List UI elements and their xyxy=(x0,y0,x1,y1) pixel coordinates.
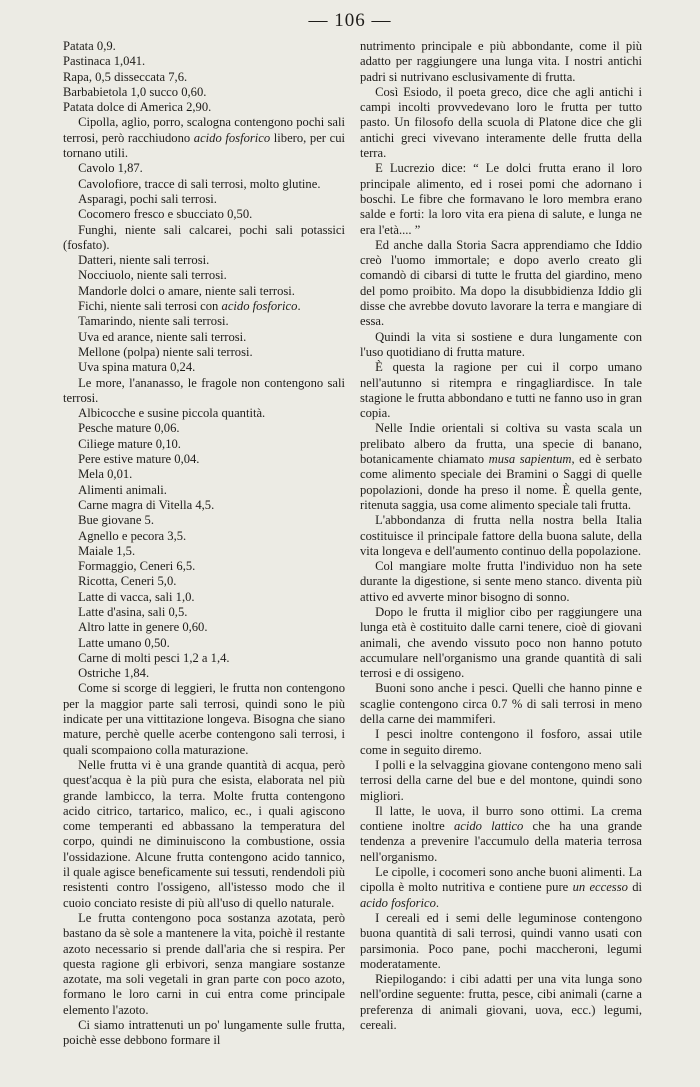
paragraph: Nelle Indie orientali si coltiva su vasta scala un prelibato albero da frutta, una specie di banano, botanicamente chiamato musa sapientum, ed è serbato come alimento speciale dei Bramini o Saggi di quelle popolazioni, donde ha preso il nome. È quella gente, ritenuta saggia, usa come alimento speciale tali frutta. xyxy=(360,421,642,512)
paragraph: Ci siamo intrattenuti un po' lungamente sulle frutta, poichè esse debbono formare il xyxy=(63,1018,345,1048)
paragraph: Tamarindo, niente sali terrosi. xyxy=(78,314,229,329)
paragraph: Agnello e pecora 3,5. xyxy=(78,528,187,543)
paragraph: E Lucrezio dice: “ Le dolci frutta erano il loro principale alimento, ed i rosei pomi che adornano i boschi. Le fibre che formavano le loro membra erano salde e forti: la loro vita era piena di salute, e lunga ne era l'età.... ” xyxy=(360,161,642,237)
paragraph: Nocciuolo, niente sali terrosi. xyxy=(78,268,227,283)
paragraph: Albicocche e susine piccola quantità. xyxy=(78,406,266,421)
paragraph: Barbabietola 1,0 succo 0,60. xyxy=(63,84,207,99)
paragraph: Il latte, le uova, il burro sono ottimi. La crema contiene inoltre acido lattico che ha una grande tendenza a prevenire l'accumulo della materia terrosa nell'organismo. xyxy=(360,803,642,864)
paragraph: Riepilogando: i cibi adatti per una vita lunga sono nell'ordine seguente: frutta, pesce, cibi animali (carne a preferenza di animali giovani, uova, ecc.) legumi, cereali. xyxy=(360,972,642,1032)
paragraph: Datteri, niente sali terrosi. xyxy=(78,253,210,268)
paragraph: Ciliege mature 0,10. xyxy=(78,436,181,451)
paragraph: Carne di molti pesci 1,2 a 1,4. xyxy=(78,650,230,665)
paragraph: Carne magra di Vitella 4,5. xyxy=(78,497,215,512)
section-heading: Alimenti animali. xyxy=(78,482,167,497)
paragraph: Quindi la vita si sostiene e dura lungamente con l'uso quotidiano di frutta mature. xyxy=(360,329,642,359)
paragraph: Le more, l'ananasso, le fragole non contengono sali terrosi. xyxy=(63,375,345,405)
paragraph: Rapa, 0,5 disseccata 7,6. xyxy=(63,69,188,84)
paragraph: Ricotta, Ceneri 5,0. xyxy=(78,574,177,589)
paragraph: Ostriche 1,84. xyxy=(78,666,150,681)
paragraph: I cereali ed i semi delle leguminose contengono buona quantità di sali terrosi, quindi vanno usati con parsimonia. Poco pane, pochi maccheroni, legumi moderatamente. xyxy=(360,910,642,971)
paragraph: Patata 0,9. xyxy=(63,39,116,53)
paragraph: Latte umano 0,50. xyxy=(78,635,170,650)
paragraph: Cocomero fresco e sbucciato 0,50. xyxy=(78,207,253,222)
paragraph: I pesci inoltre contengono il fosforo, assai utile come in seguito diremo. xyxy=(360,727,642,757)
paragraph: Patata dolce di America 2,90. xyxy=(63,100,212,115)
left-column xyxy=(63,39,345,1049)
paragraph: Asparagi, pochi sali terrosi. xyxy=(78,191,217,206)
paragraph: nutrimento principale e più abbondante, come il più adatto per raggiungere una lunga vita. I nostri antichi padri si nutrivano esclusivamente di frutta. xyxy=(360,39,642,84)
paragraph: Cipolla, aglio, porro, scalogna contengono pochi sali terrosi, però racchiudono acido fosforico libero, per cui tornano utili. xyxy=(63,115,345,161)
paragraph: Col mangiare molte frutta l'individuo non ha sete durante la digestione, si sente meno stanco. diventa più attivo ed avverte minor bisogno di sonno. xyxy=(360,559,642,604)
paragraph: È questa la ragione per cui il corpo umano nell'autunno si ritempra e ringagliardisce. In tale stagione le frutta abbondano e tutti ne fanno uso in gran copia. xyxy=(360,360,642,421)
paragraph: Pastinaca 1,041. xyxy=(63,54,146,69)
paragraph: Funghi, niente sali calcarei, pochi sali potassici (fosfato). xyxy=(63,222,345,252)
paragraph: Mandorle dolci o amare, niente sali terrosi. xyxy=(78,283,295,298)
paragraph: Mellone (polpa) niente sali terrosi. xyxy=(78,344,253,359)
paragraph: Formaggio, Ceneri 6,5. xyxy=(78,559,196,574)
paragraph: I polli e la selvaggina giovane contengono meno sali terrosi della carne del bue e del montone, quindi sono migliori. xyxy=(360,757,642,803)
paragraph: Uva spina matura 0,24. xyxy=(78,360,196,375)
paragraph: Fichi, niente sali terrosi con acido fosforico. xyxy=(78,299,301,314)
paragraph: Le cipolle, i cocomeri sono anche buoni alimenti. La cipolla è molto nutritiva e contiene pure un eccesso di acido fosforico. xyxy=(360,865,642,910)
paragraph: Mela 0,01. xyxy=(78,467,133,482)
paragraph: Uva ed arance, niente sali terrosi. xyxy=(78,329,247,344)
paragraph: Maiale 1,5. xyxy=(78,543,136,558)
paragraph: Cavolofiore, tracce di sali terrosi, molto glutine. xyxy=(78,176,321,191)
paragraph: Latte di vacca, sali 1,0. xyxy=(78,589,195,604)
paragraph: Come si scorge di leggieri, le frutta non contengono per la maggior parte sali terrosi, quindi sono le più indicate per una vittitazione longeva. Bisogna che siano mature, perchè quelle acerbe contengono sali terrosi, i quali scompaiono colla maturazione. xyxy=(63,681,345,757)
page-number: — 106 — xyxy=(308,10,392,31)
paragraph: Buoni sono anche i pesci. Quelli che hanno pinne e scaglie contengono circa 0.7 % di sali terrosi in meno della carne dei mammiferi. xyxy=(360,681,642,727)
paragraph: Pesche mature 0,06. xyxy=(78,421,180,436)
paragraph: Bue giovane 5. xyxy=(78,513,155,528)
paragraph: Dopo le frutta il miglior cibo per raggiungere una lunga età è costituito dalle carni tenere, cioè di giovani animali, che avendo vissuto poco non hanno potuto accumulare nell'organismo una grande quantità di sali terrosi e di ossigeno. xyxy=(360,604,642,681)
right-column xyxy=(360,39,642,1033)
paragraph: Latte d'asina, sali 0,5. xyxy=(78,604,188,619)
paragraph: L'abbondanza di frutta nella nostra bella Italia costituisce il principale fattore della buona salute, della vita longeva e dell'aumento continuo della popolazione. xyxy=(360,513,642,558)
paragraph: Così Esiodo, il poeta greco, dice che agli antichi i campi incolti provvedevano loro le frutta per tutto pasto. Un filosofo della scuola di Platone dice che gli antichi greci vivevano interamente delle frutta della terra. xyxy=(360,84,642,161)
paragraph: Nelle frutta vi è una grande quantità di acqua, però quest'acqua è la più pura che esista, elaborata nel più grande lambicco, la terra. Molte frutta contengono acido citrico, tartarico, malico, ec., i quali agiscono come temperanti ed abbassano la temperatura del corpo, quindi ne diminuiscono la combustione, ossia l'ossidazione. Alcune frutta contengono acido tannico, il quale agisce beneficamente sui tessuti, rendendoli più resistenti contro l'ossigeno, all'istesso modo che il cuoio conciato resiste di più all'uso di quello naturale. xyxy=(63,757,345,910)
paragraph: Ed anche dalla Storia Sacra apprendiamo che Iddio creò l'uomo immortale; e dopo averlo creato gli comandò di cibarsi di tutte le frutta del giardino, meno del pomo proibito. Ma dopo la disubbidienza Iddio gli disse che avrebbe dovuto lavorare la terra e mangiare di essa. xyxy=(360,237,642,329)
paragraph: Cavolo 1,87. xyxy=(78,161,143,176)
paragraph: Le frutta contengono poca sostanza azotata, però bastano da sè sole a mantenere la vita, poichè il restante azoto necessario si prende dall'aria che si respira. Per questa ragione gli erbivori, senza mangiare sostanze azotate, ma soli vegetali in gran parte con poco azoto, formano le loro carni in cui entra come principale elemento l'azoto. xyxy=(63,910,345,1017)
paragraph: Altro latte in genere 0,60. xyxy=(78,620,208,635)
paragraph: Pere estive mature 0,04. xyxy=(78,452,200,467)
